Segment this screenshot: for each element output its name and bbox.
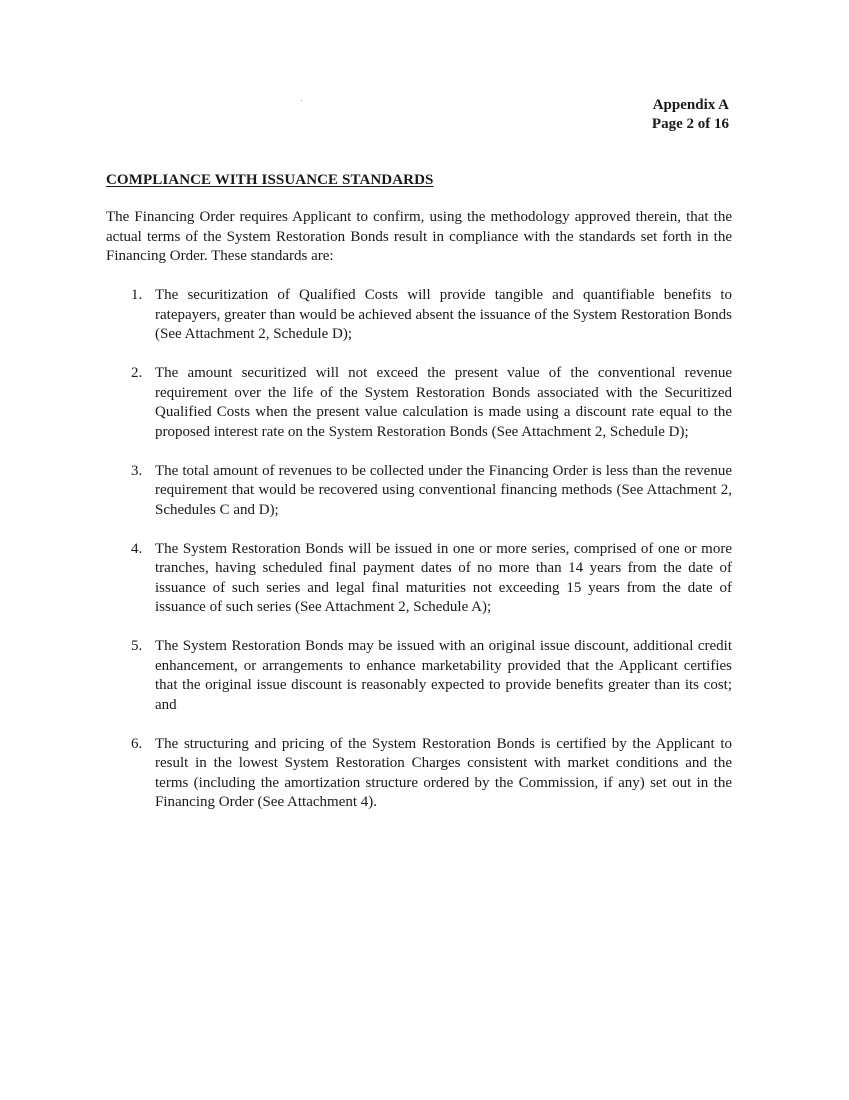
standard-text: The amount securitized will not exceed the present value of the conventional revenue requirement over the life of the System Restoration Bonds associated with the Securitized Qualified Costs when the present value calculation is made using a discount rate equal to the proposed interest rate on the System Restoration Bonds (See Attachment 2, Schedule D);	[155, 365, 732, 440]
standard-item	[106, 286, 732, 345]
standard-text: The System Restoration Bonds will be issued in one or more series, comprised of one or more tranches, having scheduled final payment dates of no more than 14 years from the date of issuance of such series and legal final maturities not exceeding 15 years from the date of issuance of such series (See Attachment 2, Schedule A);	[155, 540, 732, 615]
intro-paragraph: The Financing Order requires Applicant to confirm, using the methodology approved therein, that the actual terms of the System Restoration Bonds result in compliance with the standards set forth in the Financing Order. These standards are:	[106, 209, 732, 264]
standard-item	[106, 735, 732, 813]
standard-item	[106, 540, 732, 618]
page-number: Page 2 of 16	[651, 116, 729, 132]
standard-item	[106, 462, 732, 521]
standard-number: 6.	[131, 735, 143, 752]
standard-number: 3.	[131, 462, 143, 479]
standard-item	[106, 364, 732, 442]
standard-text: The total amount of revenues to be collected under the Financing Order is less than the revenue requirement that would be recovered using conventional financing methods (See Attachment 2, Schedules C and D);	[155, 462, 732, 518]
standard-number: 5.	[131, 638, 143, 654]
appendix-label: Appendix A	[652, 97, 729, 113]
standard-number: 2.	[131, 365, 143, 381]
standard-text: The structuring and pricing of the System Restoration Bonds is certified by the Applicant to result in the lowest System Restoration Charges consistent with market conditions and the terms (including the amortization structure ordered by the Commission, if any) set out in the Financing Order (See Attachment 4).	[155, 735, 732, 810]
standard-text: The System Restoration Bonds may be issued with an original issue discount, additional credit enhancement, or arrangements to enhance marketability provided that the Applicant certifies that the original issue discount is reasonably expected to provide benefits greater than its cost; and	[155, 638, 732, 713]
scan-speck	[301, 100, 302, 101]
section-title: COMPLIANCE WITH ISSUANCE STANDARDS	[106, 172, 434, 188]
standards-list	[106, 286, 732, 813]
standard-number: 1.	[131, 287, 143, 303]
page-header	[652, 96, 729, 134]
standard-text: The securitization of Qualified Costs will provide tangible and quantifiable benefits to ratepayers, greater than would be achieved absent the issuance of the System Restoration Bonds (See Attachment 2, Schedule D);	[155, 287, 732, 342]
standard-number: 4.	[131, 540, 143, 557]
standard-item	[106, 637, 732, 715]
